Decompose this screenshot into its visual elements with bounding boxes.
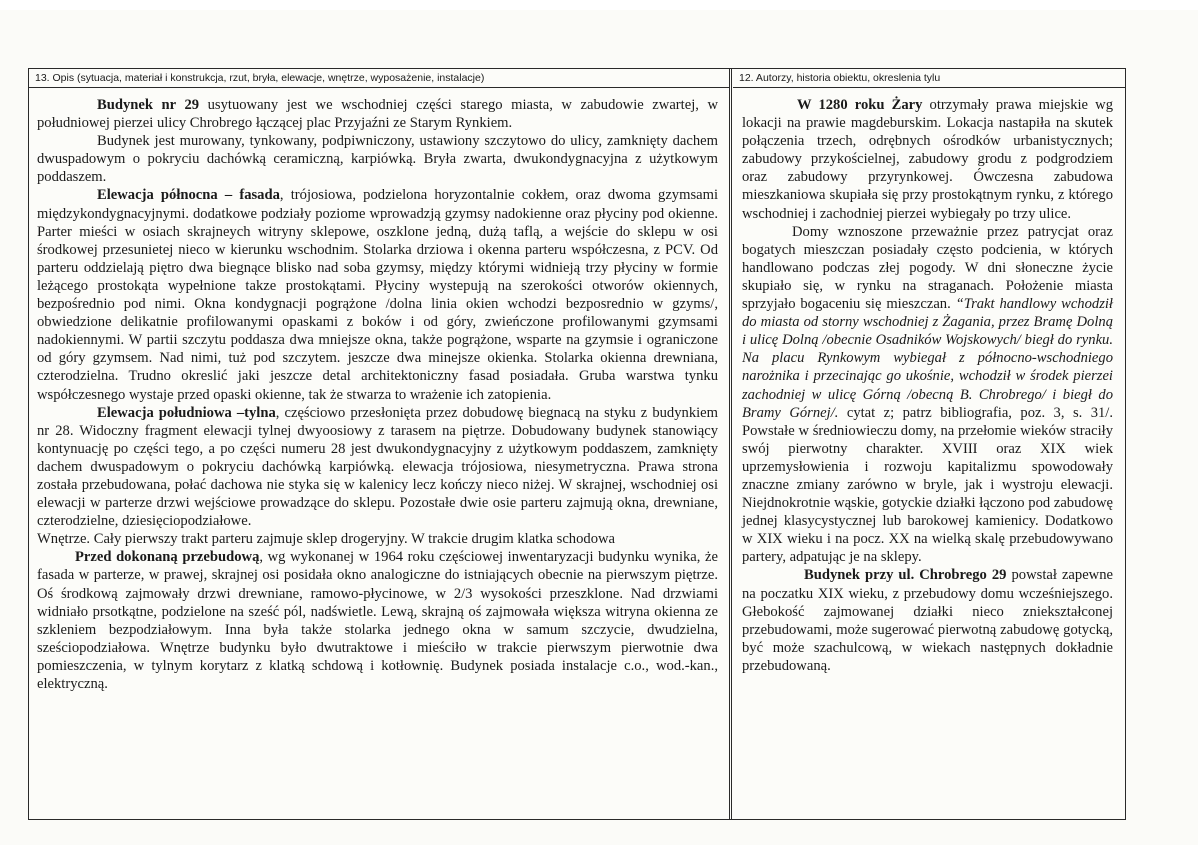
history-body	[733, 88, 1125, 675]
building-origin-heading: Budynek przy ul. Chrobrego 29	[804, 567, 1007, 584]
inventory-card-sheet	[28, 68, 1126, 820]
before-rebuild-heading: Przed dokonaną przebudową	[75, 549, 260, 566]
north-facade-paragraph: Elewacja północna – fasada, trójosiowa, podzielona horyzontalnie cokłem, oraz dwoma gzymsami międzykondygnacyjnymi. dodatkowe podziały poziome wprowadzją gzymsy nadokienne oraz płyciny pod okienne. Parter mieści w osiach skrajneych witryny sklepowe, oszklone jedną, dużą taflą, a wejście do sklepu w osi środkowej przesunietej nieco w kierunku wschodnim. Stolarka drziowa i okenna parteru współczesna, z PCV. Od parteru oddzielają piętro dwa biegnące blisko nad soba gzymsy, między którymi widnieją trzy płyciny w formie leżącego prostokąta wypełnione takze prostokątami. Płyciny wystepują na szerokości otworów okiennych, bezpośrednio pod nimi. Okna kondygnacji pogrążone /dolna linia okien wchodzi bezposrednio w gzyms/, obwiedzione delikatnie profilowanymi opaskami z boków i od góry, zwieńczone profilowanymi gzymsami nadokiennymi. W partii szczytu poddasza dwa mniejsze okna, także pogrążone, wsparte na gzymsie i ograniczone od góry gzymsem. Nad nimi, tuż pod szczytem. jeszcze dwa minejsze okienka. Stolarka okienna drewniana, czterodzielna. Trudno okreslić jaki jeszcze detal architektoniczny fasad posiadała. Gruba warstwa tynku współczesnego wystaje przed opaski okienne, tak że stwarza to wrażenie ich zatopienia.	[37, 187, 719, 403]
column-divider	[729, 69, 732, 819]
townhouses-paragraph: Domy wznoszone przeważnie przez patrycjat oraz bogatych mieszczan posiadały często podcienia, w których handlowano podczas złej pogody. W dni słoneczne życie skupiało się, w rynku na straganach. Położenie miasta sprzyjało bogaceniu się mieszczan. “Trakt handlowy wchodził do miasta od storny wschodniej z Żagania, przez Bramę Dolną i ulicę Dolną /obecnie Osadników Wojskowych/ biegł do rynku. Na placu Rynkowym wybiegał z północno-wschodniego narożnika i przecinając go ukośnie, wchodził w środek pierzei zachodniej w ulicę Górną /obecną B. Chrobrego/ i biegł do Bramy Górnej/. cytat z; patrz bibliografia, poz. 3, s. 31/. Powstałe w średniowieczu domy, na przełomie wieków straciły swój pierwotny charakter. XVIII oraz XIX wiek uprzemysłowienia i rozwoju kapitalizmu spowodowały znaczne zmiany zarówno w bryle, jak i wystroju elewacji. Niejdnokrotnie wąskie, gotyckie działki łączono pod zabudowę jednej klasycystycznej lub barokowej kamienicy. Dodatkowo w XIX wieku i na pocz. XX na wielką skalę przebudowywano partery, adpatując je na sklepy.	[742, 223, 1114, 566]
history-header: 12. Autorzy, historia obiektu, okreslenia tylu	[733, 69, 1125, 88]
south-facade-heading: Elewacja południowa –tylna	[97, 404, 276, 421]
trade-route-quote: “Trakt handlowy wchodził do miasta od storny wschodniej z Żagania, przez Bramę Dolną i ulicę Dolną /obecnie Osadników Wojskowych/ biegł do rynku. Na placu Rynkowym wybiegał z północno-wschodniego narożnika i przecinając go ukośnie, wchodził w środek pierzei zachodniej w ulicę Górną /obecną B. Chrobrego/ i biegł do Bramy Górnej/.	[742, 296, 1113, 421]
city-charter-heading: W 1280 roku Żary	[797, 97, 923, 113]
description-column	[29, 69, 729, 819]
location-paragraph: Budynek nr 29 usytuowany jest we wschodniej części starego miasta, w zabudowie zwartej, w południowej pierzei ulicy Chrobrego łączącej plac Przyjaźni ze Starym Rynkiem.	[37, 97, 719, 132]
interior-paragraph: Wnętrze. Cały pierwszy trakt parteru zajmuje sklep drogeryjny. W trakcie drugim klatka schodowa	[37, 531, 616, 548]
building-origin-paragraph: Budynek przy ul. Chrobrego 29 powstał zapewne na poczatku XIX wieku, z przebudowy domu wcześniejszego. Głebokość zajmowanej działki nieco zniekształconej przebudowami, może sugerować pierwotną zabudowę gotycką, być może szachulcową, w wiekach następnych dokładnie przebudowaną.	[742, 567, 1113, 674]
north-facade-heading: Elewacja północna – fasada	[97, 187, 280, 204]
south-facade-paragraph: Elewacja południowa –tylna, częściowo przesłonięta przez dobudowę biegnacą na styku z budynkiem nr 28. Widoczny fragment elewacji tylnej dwyoosiowy z tarasem na piętrze. Dobudowany budynek stanowiący kontynuację po części tego, a po części numeru 28 jest dwukondygnacyjny z użytkowym poddaszem, zamknięty dachem dwuspadowym o pokryciu dachówką karpiówką. elewacja trójosiowa, niesymetryczna. Prawa strona została przebudowana, połać dachowa nie styka się w kalenicy lecz kończy nieco niżej. W skrajnej, wschodniej osi elewacji w parterze drzwi wejściowe prowadzące do sklepu. Pozostałe dwie osie parteru zajmują okna, drewniane, czterodzielne, dziesięciopodziałowe.	[37, 404, 718, 530]
before-rebuild-paragraph: Przed dokonaną przebudową, wg wykonanej w 1964 roku częściowej inwentaryzacji budynku wynika, że fasada w parterze, w prawej, skrajnej osi posidała okno analogiczne do istniających obecnie na pierwszym piętrze. Oś środkową zajmowały drzwi drewniane, ramowo-płycinowe, w 2/3 wysokości przeszklone. Nad drzwiami widniało prsotkątne, podzielone na sześć pól, nadświetle. Lewą, skrajną oś zajmowała większa witryna okienna ze szkleniem bezpodziałowym. Inna była także stolarka jednego okna w samum szczycie, dwudzielna, sześciopodziałowa. Wnętrze budynku było dwutraktowe i mieściło w trakcie pierwszym pierwotnie dwa pomieszczenia, w tylnym korytarz z klatką schdową i kotłownię. Budynek posiada instalacje c.o., wod.-kan., elektryczną.	[37, 549, 718, 692]
city-charter-paragraph: W 1280 roku Żary otrzymały prawa miejskie wg lokacji na prawie magdeburskim. Lokacja nastapiła na skutek połączenia trzech, odrębnych ośrodków urbanistycznych; zabudowy przykościelnej, zabudowy grodu z podgrodziem oraz zabudowy przyrynkowej. Ówczesna zabudowa mieszkaniowa skupiała się przy prostokątnym rynku, z którego wschodniej i zachodniej pierzei wybiegały po trzy ulice.	[742, 97, 1113, 222]
history-column	[733, 69, 1125, 819]
description-body	[29, 88, 729, 693]
building-number-label: Budynek nr 29	[97, 97, 200, 113]
scan-top-margin	[0, 0, 1198, 10]
description-header: 13. Opis (sytuacja, materiał i konstrukcja, rzut, bryła, elewacje, wnętrze, wyposażenie, instalacje)	[29, 69, 729, 88]
construction-paragraph: Budynek jest murowany, tynkowany, podpiwniczony, ustawiony szczytowo do ulicy, zamknięty dachem dwuspadowym o pokryciu dachówką ceramiczną, karpiówką. Bryła zwarta, dwukondygnacyjna z użytkowym poddaszem.	[37, 133, 718, 186]
